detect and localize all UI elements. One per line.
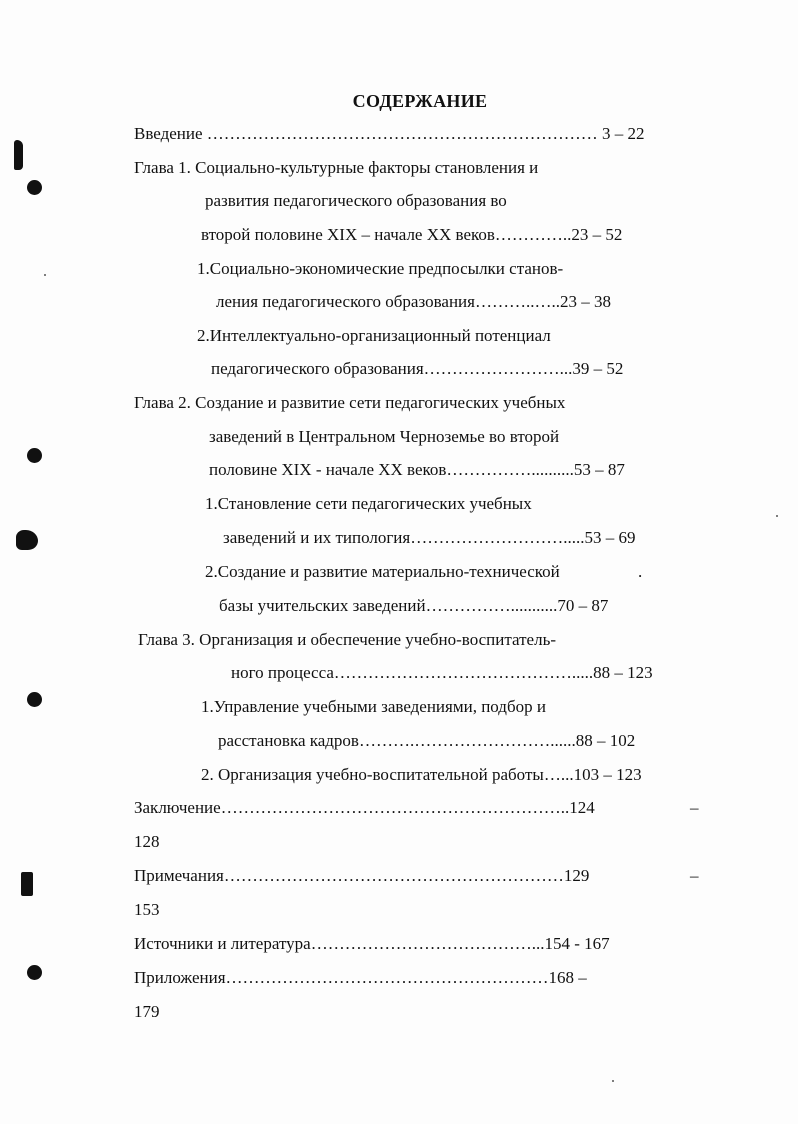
toc-chapter-2-line-1: Глава 2. Создание и развитие сети педагогических учебных <box>134 393 566 412</box>
toc-section-2-2-line-1: 2.Создание и развитие материально-технической <box>205 562 560 581</box>
stray-mark: . <box>638 562 643 581</box>
toc-notes-end-page: 153 <box>134 900 160 919</box>
toc-sources: Источники и литература…………………………………...154 - 167 <box>134 934 610 953</box>
speck <box>612 1080 614 1082</box>
toc-chapter-3-line-1: Глава 3. Организация и обеспечение учебно-воспитатель- <box>138 630 556 649</box>
page-title: СОДЕРЖАНИЕ <box>352 91 488 111</box>
toc-chapter-1-line-3: второй половине XIX – начале XX веков…………..23 – 52 <box>201 225 623 244</box>
toc-section-3-2: 2. Организация учебно-воспитательной работы…...103 – 123 <box>201 765 642 784</box>
toc-section-1-2-line-1: 2.Интеллектуально-организационный потенциал <box>197 326 551 345</box>
toc-section-1-1-line-1: 1.Социально-экономические предпосылки станов- <box>197 259 564 278</box>
punch-hole <box>27 692 42 707</box>
toc-chapter-2-line-3: половине XIX - начале XX веков……………..........53 – 87 <box>209 460 625 479</box>
toc-section-2-1-line-2: заведений и их типология……………………….....53 – 69 <box>223 528 636 547</box>
toc-chapter-1-line-1: Глава 1. Социально-культурные факторы становления и <box>134 158 539 177</box>
speck <box>776 515 778 517</box>
punch-hole <box>27 965 42 980</box>
toc-chapter-2-line-2: заведений в Центральном Черноземье во второй <box>209 427 560 446</box>
toc-section-3-1-line-1: 1.Управление учебными заведениями, подбор и <box>201 697 546 716</box>
toc-notes: Примечания……………………………………………………129 <box>134 866 590 885</box>
toc-section-3-1-line-2: расстановка кадров……….……………………......88 – 102 <box>218 731 636 750</box>
toc-appendices: Приложения…………………………………………………168 – <box>134 968 587 987</box>
scan-blot <box>16 530 38 550</box>
toc-section-2-1-line-1: 1.Становление сети педагогических учебных <box>205 494 532 513</box>
scan-blot <box>14 140 23 170</box>
toc-conclusion: Заключение……………………………………………………..124 <box>134 798 595 817</box>
toc-entry-introduction: Введение …………………………………………………………… 3 – 22 <box>134 124 645 143</box>
punch-hole <box>27 180 42 195</box>
toc-chapter-3-line-2: ного процесса…………………………………….....88 – 123 <box>231 663 653 682</box>
toc-chapter-1-line-2: развития педагогического образования во <box>205 191 507 210</box>
toc-notes-dash: – <box>690 866 699 885</box>
scan-blot <box>21 872 33 896</box>
punch-hole <box>27 448 42 463</box>
speck <box>44 274 46 276</box>
toc-conclusion-dash: – <box>690 798 699 817</box>
toc-section-1-2-line-2: педагогического образования……………………...39 – 52 <box>211 359 624 378</box>
toc-conclusion-end-page: 128 <box>134 832 160 851</box>
toc-section-1-1-line-2: ления педагогического образования………..…..23 – 38 <box>216 292 611 311</box>
toc-appendices-end-page: 179 <box>134 1002 160 1021</box>
toc-section-2-2-line-2: базы учительских заведений……………...........70 – 87 <box>219 596 609 615</box>
